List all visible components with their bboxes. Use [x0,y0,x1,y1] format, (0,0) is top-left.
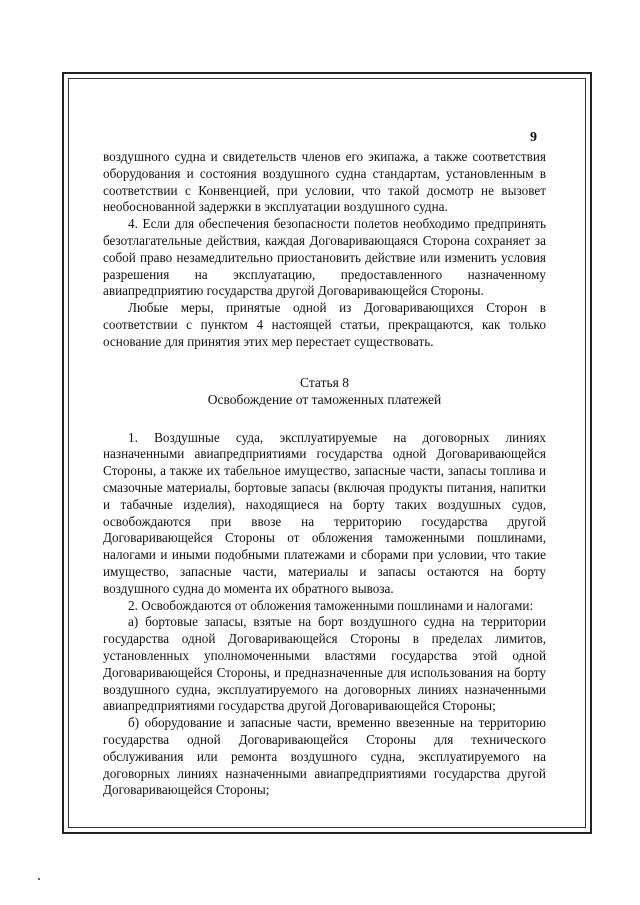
article-subitem-a: а) бортовые запасы, взятые на борт воздушного судна на территории государства одной Договаривающейся Стороны в пределах лимитов, установленных уполномоченными властями государства этой одной Договаривающейся Стороны, и предназначенные для использования на борту воздушного судна, эксплуатируемого на договорных линиях назначенными авиапредприятиями государства другой Договаривающейся Стороны; [103,614,546,714]
article-number: Статья 8 [300,374,349,390]
spacer [103,408,546,430]
article-title: Освобождение от таможенных платежей [207,391,442,407]
document-body [103,149,546,799]
article-subitem-b: б) оборудование и запасные части, временно ввезенные на территорию государства одной Договаривающейся Стороны для технического обслуживания или ремонта воздушного судна, эксплуатируемого на договорных линиях назначенными авиапредприятиями государства другой Договаривающейся Стороны; [103,715,546,798]
article-paragraph-2: 2. Освобождаются от обложения таможенными пошлинами и налогами: [128,597,534,613]
paragraph-continuation: воздушного судна и свидетельств членов его экипажа, а также соответствия оборудования и состояния воздушного судна стандартам, установленным в соответствии с Конвенцией, при условии, что такой досмотр не вызовет необоснованной задержки в эксплуатации воздушного судна. [103,149,546,215]
scan-speck [38,878,40,880]
paragraph-measures: Любые меры, принятые одной из Договаривающихся Сторон в соответствии с пунктом 4 настоящей статьи, прекращаются, как только основание для принятия этих мер перестает существовать. [103,300,546,349]
article-paragraph-1: 1. Воздушные суда, эксплуатируемые на договорных линиях назначенными авиапредприятиями государства одной Договаривающейся Стороны, а также их табельное имущество, запасные части, запасы топлива и смазочные материалы, бортовые запасы (включая продукты питания, напитки и табачные изделия), находящиеся на борту таких воздушных судов, освобождаются при ввозе на территорию государства другой Договаривающейся Стороны от обложения таможенными пошлинами, налогами и иными подобными платежами и сборами при условии, что такие имущество, запасные части, материалы и запасы остаются на борту воздушного судна до момента их обратного вывоза. [103,429,546,596]
page-number: 9 [530,130,537,145]
spacer [103,351,546,374]
paragraph-point-4: 4. Если для обеспечения безопасности полетов необходимо предпринять безотлагательные действия, каждая Договаривающаяся Сторона сохраняет за собой право незамедлительно приостановить действие или изменить условия разрешения на эксплуатацию, предоставленного назначенному авиапредприятию государства другой Договаривающейся Стороны. [103,216,546,299]
